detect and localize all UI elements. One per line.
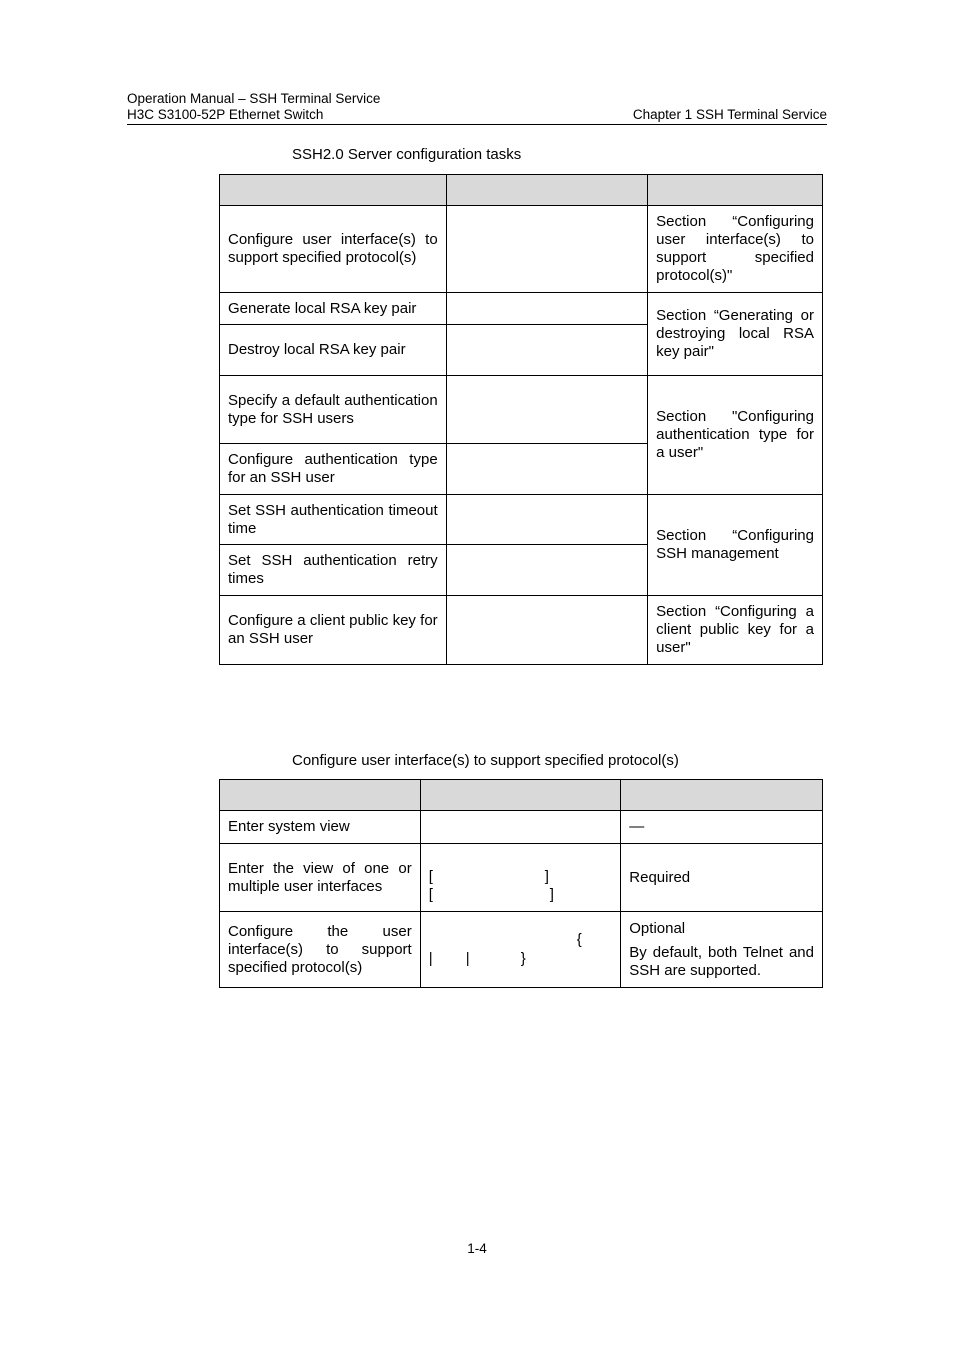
table-row bbox=[220, 376, 823, 444]
reference-cell: Section “Configuring user interface(s) to support specified protocol(s)" bbox=[648, 206, 823, 293]
table-row bbox=[220, 293, 823, 325]
remark-default: By default, both Telnet and SSH are supported. bbox=[629, 943, 814, 979]
operation-cell: Destroy local RSA key pair bbox=[220, 325, 447, 376]
reference-cell: Section “Configuring a client public key for a user" bbox=[648, 596, 823, 665]
command-bracket: { bbox=[576, 931, 582, 948]
operation-cell: Enter the view of one or multiple user interfaces bbox=[220, 844, 421, 912]
command-bracket: } bbox=[520, 950, 526, 967]
table-header-row bbox=[220, 175, 823, 206]
command-cell bbox=[446, 444, 647, 495]
command-cell bbox=[420, 912, 621, 988]
table-row bbox=[220, 495, 823, 545]
page-number: 1-4 bbox=[467, 1241, 487, 1256]
command-bracket: | bbox=[428, 950, 433, 967]
command-cell bbox=[446, 325, 647, 376]
table-row bbox=[220, 596, 823, 665]
remark-cell: — bbox=[621, 811, 823, 844]
operation-cell: Specify a default authentication type for SSH users bbox=[220, 376, 447, 444]
command-cell bbox=[446, 293, 647, 325]
remark-optional: Optional bbox=[629, 919, 686, 937]
operation-cell: Set SSH authentication retry times bbox=[220, 545, 447, 596]
reference-cell: Section “Configuring SSH management bbox=[648, 495, 823, 596]
command-cell bbox=[420, 844, 621, 912]
command-cell bbox=[446, 495, 647, 545]
header-rule bbox=[127, 124, 827, 125]
command-bracket: ] bbox=[544, 868, 549, 885]
product-name: H3C S3100-52P Ethernet Switch bbox=[127, 107, 324, 122]
command-bracket: [ bbox=[428, 886, 433, 903]
table1-caption: SSH2.0 Server configuration tasks bbox=[292, 146, 522, 163]
operation-cell: Set SSH authentication timeout time bbox=[220, 495, 447, 545]
command-bracket: [ bbox=[428, 868, 433, 885]
command-cell bbox=[446, 596, 647, 665]
command-cell bbox=[446, 376, 647, 444]
reference-cell: Section "Configuring authentication type for a user" bbox=[648, 376, 823, 495]
operation-cell: Configure user interface(s) to support specified protocol(s) bbox=[220, 206, 447, 293]
table2-caption: Configure user interface(s) to support specified protocol(s) bbox=[292, 752, 679, 769]
command-cell bbox=[446, 545, 647, 596]
table-row bbox=[220, 811, 823, 844]
command-bracket: | bbox=[465, 950, 470, 967]
command-cell bbox=[446, 206, 647, 293]
operation-cell: Generate local RSA key pair bbox=[220, 293, 447, 325]
table-header-row bbox=[220, 780, 823, 811]
remark-cell: Required bbox=[621, 844, 823, 912]
operation-cell: Configure authentication type for an SSH user bbox=[220, 444, 447, 495]
remark-cell bbox=[621, 912, 823, 988]
operation-cell: Configure a client public key for an SSH user bbox=[220, 596, 447, 665]
table-row bbox=[220, 844, 823, 912]
command-bracket: ] bbox=[549, 886, 554, 903]
manual-title: Operation Manual – SSH Terminal Service bbox=[127, 91, 381, 106]
operation-cell: Enter system view bbox=[220, 811, 421, 844]
reference-cell: Section “Generating or destroying local RSA key pair" bbox=[648, 293, 823, 376]
command-cell bbox=[420, 811, 621, 844]
user-interface-protocol-table bbox=[219, 779, 823, 988]
operation-cell: Configure the user interface(s) to support specified protocol(s) bbox=[220, 912, 421, 988]
chapter-title: Chapter 1 SSH Terminal Service bbox=[632, 107, 827, 122]
table-row bbox=[220, 206, 823, 293]
server-config-tasks-table bbox=[219, 174, 823, 665]
table-row bbox=[220, 912, 823, 988]
